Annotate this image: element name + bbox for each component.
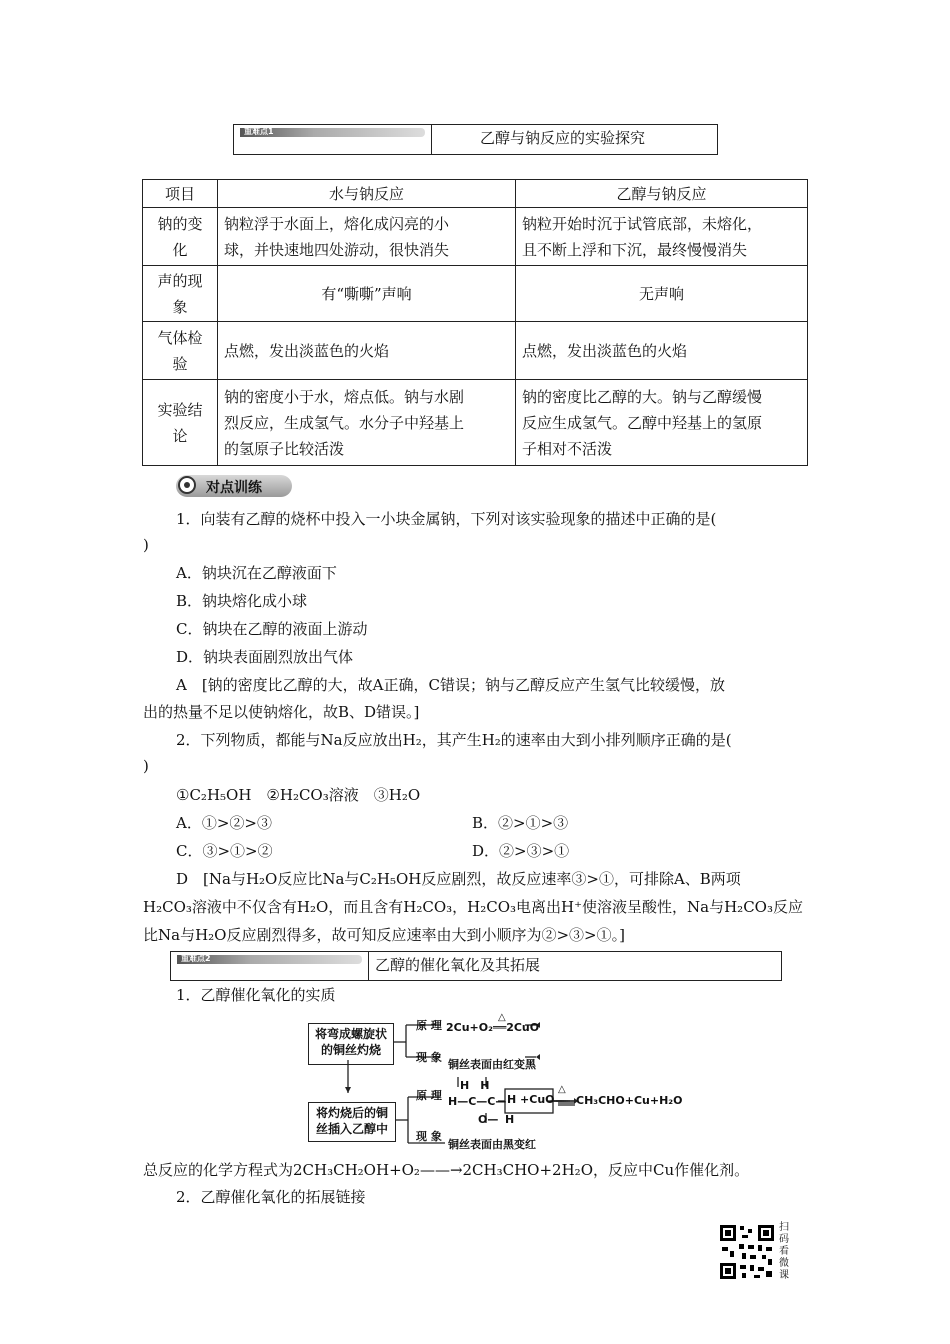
table-header: 乙醇与钠反应 — [516, 180, 808, 208]
answer-2: D [Na与H₂O反应比Na与C₂H₅OH反应剧烈，故反应速率③>①，可排除A、B两项 — [176, 870, 741, 888]
table-row: 气体检 验 点燃，发出淡蓝色的火焰 点燃，发出淡蓝色的火焰 — [143, 322, 808, 380]
question-1-stem: 1．向装有乙醇的烧杯中投入一小块金属钠，下列对该实验现象的描述中正确的是( — [176, 510, 717, 528]
qr-label: 扫码看微课 — [779, 1222, 789, 1281]
option: C．钠块在乙醇的液面上游动 — [176, 620, 368, 638]
equation-2-structure: H—C—C— — [448, 1095, 507, 1108]
substances: ①C₂H₅OH ②H₂CO₃溶液 ③H₂O — [176, 786, 421, 804]
table-header: 水与钠反应 — [218, 180, 516, 208]
step-box-1: 将弯成螺旋状 的铜丝灼烧 — [308, 1023, 394, 1065]
observation-2: 铜丝表面由黑变红 — [448, 1138, 536, 1151]
qr-code[interactable] — [718, 1223, 776, 1281]
comparison-table — [142, 179, 808, 466]
table-row: 钠的变 化 钠粒浮于水面上，熔化成闪亮的小 球，并快速地四处游动，很快消失 钠粒开始时沉于试管底部，未熔化， 且不断上浮和下沉，最终慢慢消失 — [143, 208, 808, 266]
table-row: 实验结 论 钠的密度小于水，熔点低。钠与水剧 烈反应，生成氢气。水分子中羟基上 的氢原子比较活泼 钠的密度比乙醇的大。钠与乙醇缓慢 反应生成氢气。乙醇中羟基上的氢原 子相对不活泼 — [143, 380, 808, 466]
question-2-stem: 2．下列物质，都能与Na反应放出H₂，其产生H₂的速率由大到小排列顺序正确的是( — [176, 731, 732, 749]
practice-badge: 对点训练 — [176, 475, 292, 497]
option: B．钠块熔化成小球 — [176, 592, 308, 610]
observation-1: 铜丝表面由红变黑 — [448, 1058, 536, 1071]
step-box-2: 将灼烧后的铜 丝插入乙醇中 — [308, 1102, 396, 1142]
section-title: 乙醇与钠反应的实验探究 — [480, 129, 646, 147]
subheading: 1．乙醇催化氧化的实质 — [176, 986, 336, 1004]
table-header: 项目 — [143, 180, 218, 208]
section-tag: 重难点2 — [171, 952, 369, 980]
section-header-2 — [170, 951, 782, 981]
option: A．钠块沉在乙醇液面下 — [176, 564, 337, 582]
section-header-1 — [233, 124, 718, 155]
target-icon — [178, 476, 196, 494]
summary-equation: 总反应的化学方程式为2CH₃CH₂OH+O₂——→2CH₃CHO+2H₂O，反应中Cu作催化剂。 — [143, 1161, 750, 1179]
section-tag: 重难点1 — [234, 125, 432, 154]
table-row: 声的现 象 有“嘶嘶”声响 无声响 — [143, 266, 808, 322]
qr-code-icon — [718, 1223, 776, 1281]
equation-1: 2Cu+O₂══2CuO — [446, 1021, 540, 1034]
heat-symbol: △ — [498, 1012, 506, 1023]
option: B．②>①>③ — [472, 814, 569, 832]
subheading: 2．乙醇催化氧化的拓展链接 — [176, 1188, 366, 1206]
equation-2-products: CH₃CHO+Cu+H₂O — [576, 1094, 683, 1107]
section-title: 乙醇的催化氧化及其拓展 — [375, 956, 541, 974]
answer-1: A [钠的密度比乙醇的大，故A正确，C错误；钠与乙醇反应产生氢气比较缓慢，放 — [176, 676, 725, 694]
option: D．②>③>① — [472, 842, 570, 860]
option: D．钠块表面剧烈放出气体 — [176, 648, 354, 666]
option: C．③>①>② — [176, 842, 273, 860]
option: A．①>②>③ — [176, 814, 272, 832]
